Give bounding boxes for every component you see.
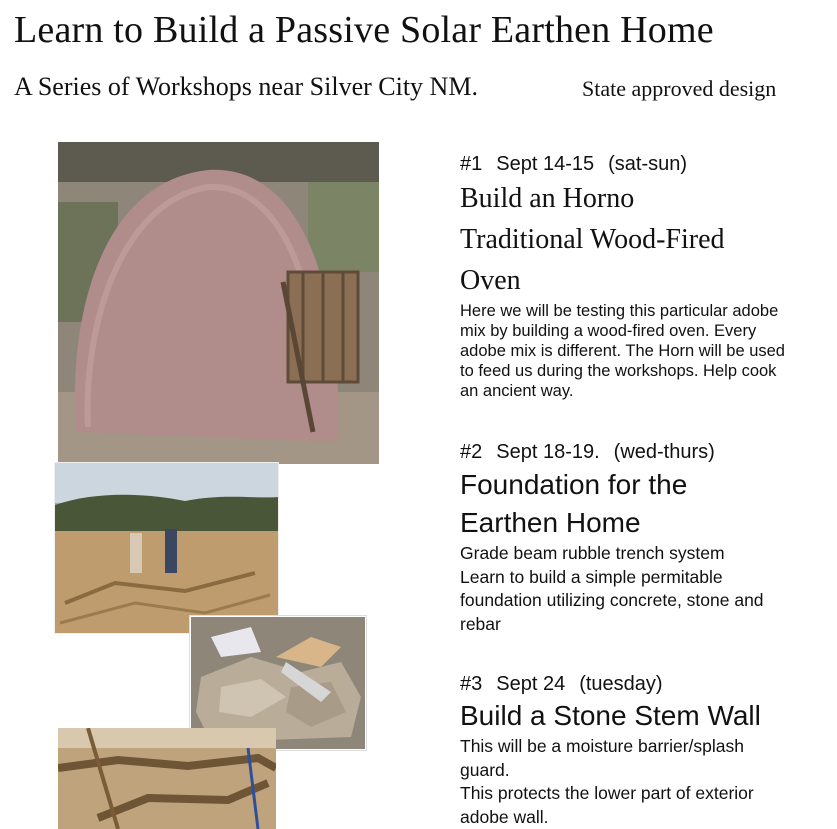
workshop-1-title-line: Build an Horno [460, 183, 635, 214]
stem-wall-photo [58, 728, 276, 829]
workshop-1-number: #1 [460, 153, 483, 175]
workshop-3-desc-line: This will be a moisture barrier/splash [460, 736, 744, 756]
workshop-1-title-line: Traditional Wood-Fired [460, 224, 725, 255]
approval-note: State approved design [582, 76, 777, 101]
workshop-2-desc-line: foundation utilizing concrete, stone and [460, 590, 764, 610]
workshop-3-desc-line: guard. [460, 759, 510, 780]
workshop-3-description [460, 735, 754, 829]
workshop-3-desc-line: adobe wall. [460, 806, 549, 827]
workshop-2-dates: Sept 18-19. [496, 441, 600, 463]
workshop-2-number: #2 [460, 441, 483, 463]
workshop-2-desc-line: rebar [460, 613, 501, 634]
workshop-2-date [460, 440, 715, 464]
workshop-3-number: #3 [460, 673, 483, 695]
workshop-2-desc-line: Grade beam rubble trench system [460, 543, 725, 563]
workshop-3-desc-line: This protects the lower part of exterior [460, 783, 754, 803]
workshop-3-title-line: Build a Stone Stem Wall [460, 700, 761, 731]
workshop-1-desc-line: an ancient way. [460, 382, 574, 400]
workshop-1-title-line: Oven [460, 265, 521, 296]
workshop-2-description [460, 542, 764, 636]
page-title: Learn to Build a Passive Solar Earthen Home [14, 9, 714, 51]
workshop-1-desc-line: Here we will be testing this particular adobe [460, 302, 779, 320]
workshop-1-desc-line: to feed us during the workshops. Help cook [460, 362, 777, 380]
workshop-1-description [460, 301, 785, 401]
workshop-1-desc-line: adobe mix is different. The Horn will be used [460, 342, 785, 360]
workshop-3-days: (tuesday) [579, 673, 663, 695]
workshop-1-days: (sat-sun) [608, 153, 688, 175]
workshop-3-title [460, 697, 761, 735]
workshop-3-date [460, 672, 663, 696]
workshop-1-date [460, 152, 687, 176]
workshop-2-title [460, 466, 687, 542]
workshop-2-title-line: Foundation for the [460, 469, 688, 500]
page-subtitle: A Series of Workshops near Silver City NM. [14, 72, 478, 101]
workshop-1-desc-line: mix by building a wood-fired oven. Every [460, 322, 757, 340]
workshop-1-title [460, 178, 725, 301]
horno-oven-photo [58, 142, 379, 464]
workshop-2-desc-line: Learn to build a simple permitable [460, 566, 723, 587]
workshop-3-dates: Sept 24 [496, 673, 566, 695]
workshop-2-title-line: Earthen Home [460, 507, 641, 538]
foundation-work-photo [54, 462, 279, 634]
workshop-2-days: (wed-thurs) [613, 441, 715, 463]
workshop-1-dates: Sept 14-15 [496, 153, 595, 175]
